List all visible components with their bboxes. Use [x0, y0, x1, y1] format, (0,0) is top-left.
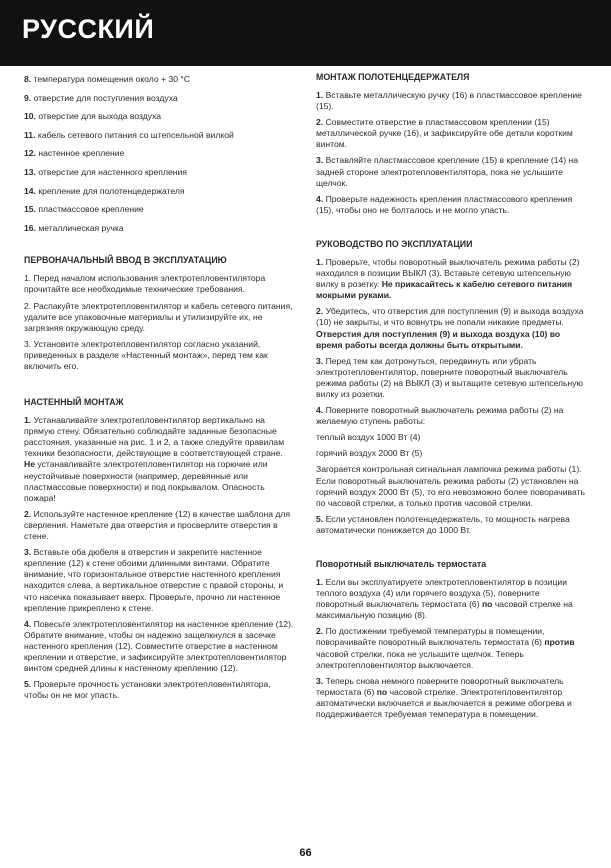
wall-mount-step-1: 1. Устанавливайте электротепловентилятор вертикально на прямую стену. Обязательно соблюдайте заданные безопасные расстояния, указанные на рис. 1 и 2, а также следуйте правилам техники безопасности, действующие в соответствующей стране. Не устанавливайте электротепловентилятор на горючие или неустойчивые поверхности (например, деревянные или пластмассовые поверхности) и под покрывалом. Опасность пожара! — [24, 415, 285, 503]
left-column — [24, 71, 294, 706]
operation-step-4-note: Загорается контрольная сигнальная лампочка режима работы (1). Если поворотный выключатель режима работы (2) установлен на горячий воздух 2000 Вт (5), то его невозможно более поворачивать по часовой стрелки, а только против часовой стрелки. — [316, 464, 586, 508]
wall-mount-step-2: 2. Используйте настенное крепление (12) в качестве шаблона для сверления. Наметьте два отверстия и просверлите отверстия в стене. — [24, 508, 291, 542]
operation-heading: РУКОВОДСТВО ПО ЭКСПЛУАТАЦИИ — [316, 238, 473, 249]
list-item: 10. отверстие для выхода воздуха — [24, 111, 162, 122]
operation-hot-air: горячий воздух 2000 Вт (5) — [316, 448, 423, 459]
thermostat-step-2: 2. По достижении требуемой температуры в помещении, поворачивайте поворотный выключатель термостата (6) против часовой стрелки, пока не услышите щелчок. Теперь электротепловентилятор выключается. — [316, 626, 575, 670]
operation-step-5: 5. Если установлен полотенцедержатель, то мощность нагрева автоматически понижается до 1000 Вт. — [316, 513, 570, 535]
list-item: 11. кабель сетевого питания со штепсельной вилкой — [24, 129, 234, 140]
thermostat-heading: Поворотный выключатель термостата — [316, 559, 487, 569]
list-item: 13. отверстие для настенного крепления — [24, 166, 187, 177]
towel-holder-step-3: 3. Вставляйте пластмассовое крепление (15) в крепление (14) на задней стороне электротепловентилятора, пока не услышите щелчок. — [316, 155, 579, 188]
wall-mount-heading: НАСТЕННЫЙ МОНТАЖ — [24, 397, 124, 408]
thermostat-step-3: 3. Теперь снова немного поверните поворотный выключатель термостата (6) по часовой стрелке. Электротепловентилятор автоматически включается и выключается в режиме обогрева и поддерживается требуемая температура в помещении. — [316, 675, 572, 720]
list-item: 16. металлическая ручка — [24, 222, 124, 233]
operation-step-1: 1. Проверьте, чтобы поворотный выключатель режима работы (2) находился в позиции ВЫКЛ (3). Вставьте сетевую штепсельную вилку в розетку. Не прикасайтесь к кабелю сетевого питания мокрыми руками. — [316, 256, 580, 301]
list-item: 9. отверстие для поступления воздуха — [24, 92, 178, 103]
page-title: РУССКИЙ — [22, 14, 155, 44]
towel-holder-heading: МОНТАЖ ПОЛОТЕНЦЕДЕРЖАТЕЛЯ — [316, 72, 470, 82]
first-use-step-1: 1. Перед началом использования электротепловентилятора прочитайте все необходимые технические требования. — [24, 273, 266, 295]
towel-holder-step-1: 1. Вставьте металлическую ручку (16) в пластмассовое крепление (15). — [316, 90, 582, 112]
list-item: 14. крепление для полотенцедержателя — [24, 185, 185, 196]
thermostat-step-1: 1. Если вы эксплуатируете электротепловентилятор в позиции теплого воздуха (4) или горячего воздуха (5), поверните поворотный выключатель термостата (6) по часовой стрелке на максимальную позицию (8). — [316, 577, 573, 621]
operation-step-4: 4. Поверните поворотный выключатель режима работы (2) на желаемую ступень работы: — [316, 405, 564, 427]
parts-list — [24, 70, 294, 237]
header-bar — [0, 0, 611, 66]
wall-mount-step-5: 5. Проверьте прочность установки электротепловентилятора, чтобы он не мог упасть. — [24, 679, 271, 701]
first-use-step-3: 3. Установите электротепловентилятор согласно указаний, приведенных в разделе «Настенный монтаж», перед тем как включить его. — [24, 338, 268, 371]
operation-step-3: 3. Перед тем как дотронуться, передвинуть или убрать электротепловентилятор, поверните поворотный выключатель режима работы (2) на ВЫКЛ (3) и вытащите сетевую штепсельную вилку из розетки. — [316, 355, 584, 399]
page-number: 66 — [299, 847, 312, 859]
operation-warm-air: теплый воздух 1000 Вт (4) — [316, 432, 421, 443]
first-use-heading: ПЕРВОНАЧАЛЬНЫЙ ВВОД В ЭКСПЛУАТАЦИЮ — [24, 255, 227, 266]
wall-mount-step-3: 3. Вставьте оба дюбеля в отверстия и закрепите настенное крепление (12) к стене обоими длинными винтами. Обратите внимание, что горизонтальное отверстие настенного крепления находится слева, а вертикальное отверстие с правой стороны, и что насечка показывает вверх. Проверьте, прочно ли настенное крепление прикреплено к стене. — [24, 547, 284, 613]
towel-holder-step-2: 2. Совместите отверстие в пластмассовом креплении (15) металлической ручке (16), и зафиксируйте обе детали коротким винтом. — [316, 117, 573, 150]
first-use-step-2: 2. Распакуйте электротепловентилятор и кабель сетевого питания, удалите все упаковочные материалы и утилизируйте их, не загрязняя окружающую среду. — [24, 300, 293, 333]
wall-mount-step-4: 4. Повесьте электротепловентилятор на настенное крепление (12). Обратите внимание, чтобы он надежно защелкнулся в засечке настенного крепления (12). Совместите отверстие в настенном креплении и отверстие, и зафиксируйте электротепловентилятор винтом средней длины к настенному креплению (12). — [24, 618, 294, 674]
towel-holder-step-4: 4. Проверьте надежность крепления пластмассового крепления (15), чтобы оно не болталось и не могло упасть. — [316, 193, 573, 215]
operation-step-2: 2. Убедитесь, что отверстия для поступления (9) и выхода воздуха (10) не закрыты, и что вовнутрь не попали никакие предметы. Отверстия для поступления (9) и выхода воздуха (10) во время работы всегда должны быть открытыми. — [316, 306, 584, 350]
right-column — [316, 72, 586, 725]
list-item: 15. пластмассовое крепление — [24, 204, 144, 215]
list-item: 8. температура помещения около + 30 °C — [24, 74, 191, 84]
list-item: 12. настенное крепление — [24, 148, 125, 159]
